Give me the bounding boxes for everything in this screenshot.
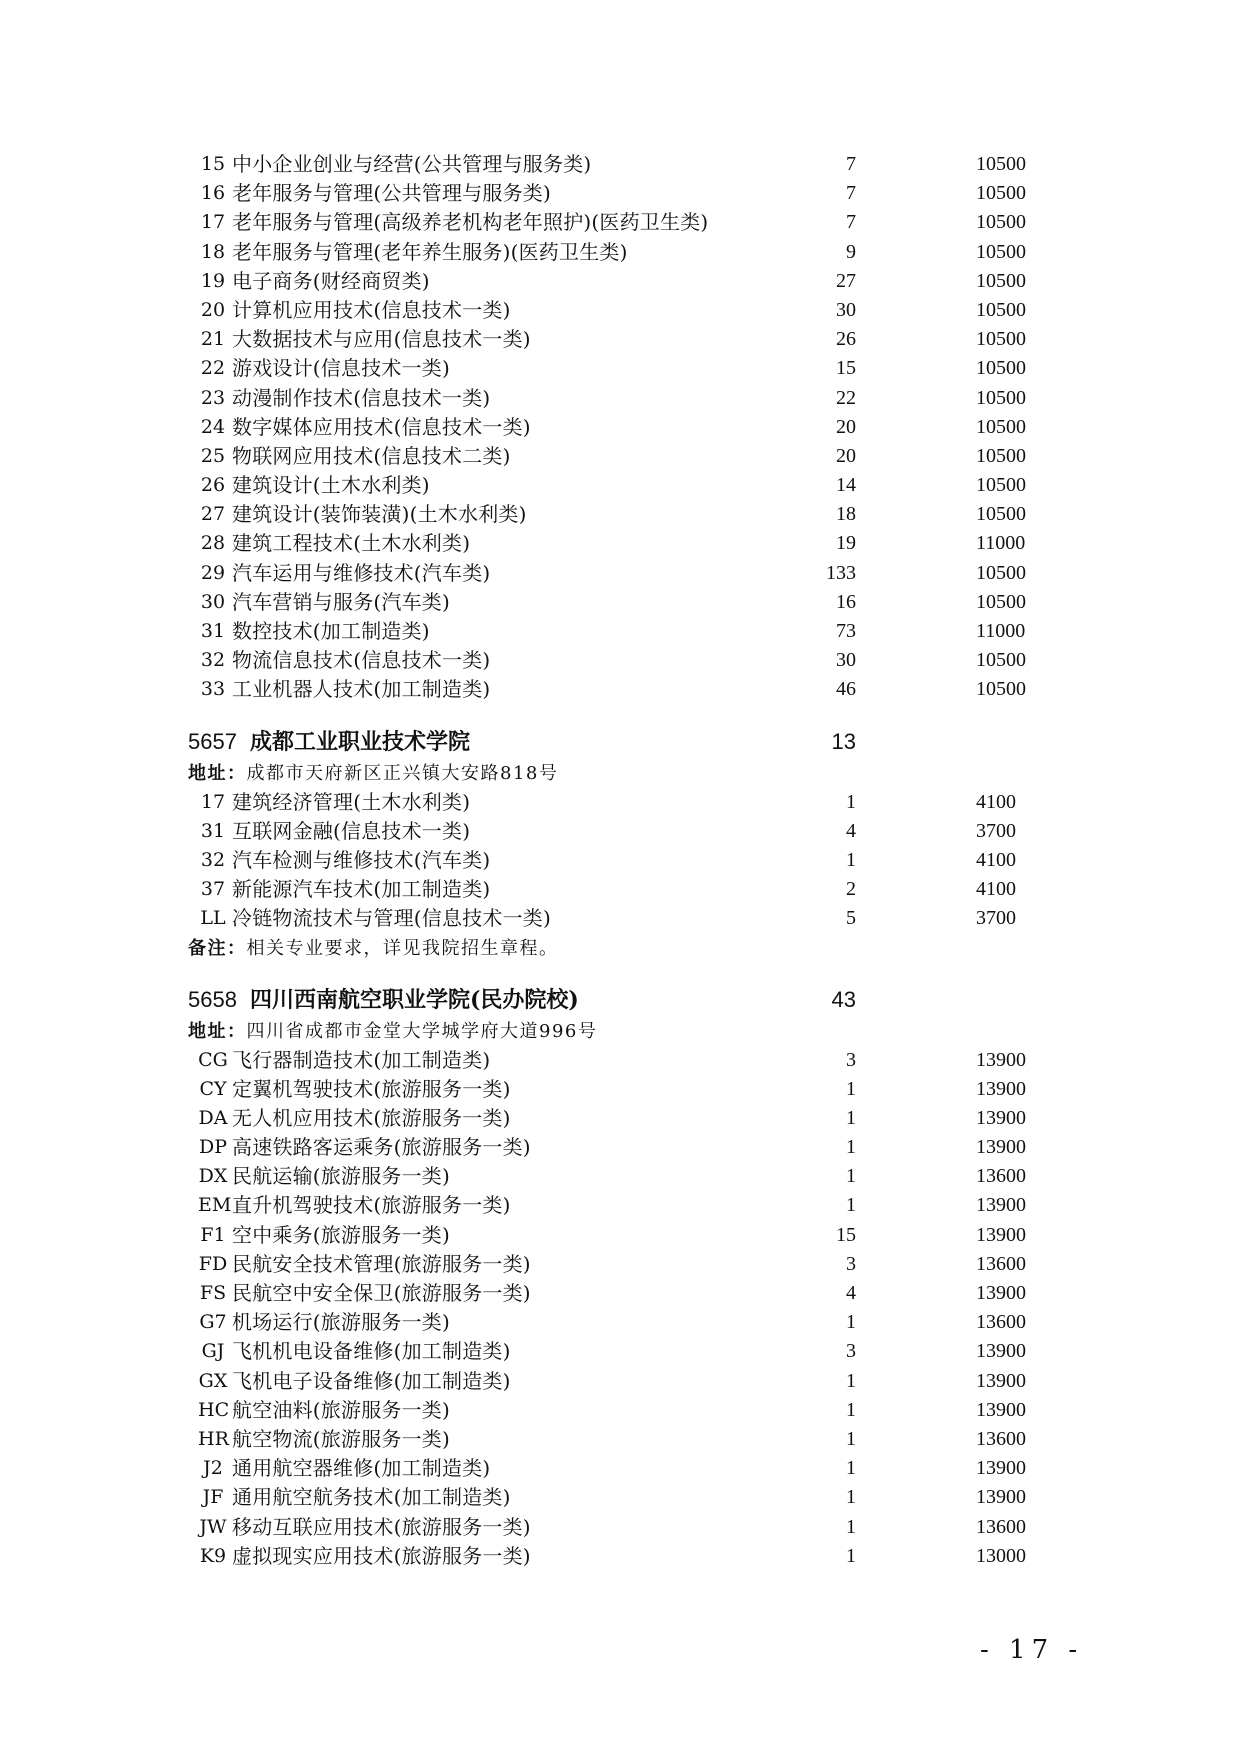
program-row xyxy=(188,1104,1048,1133)
program-quota: 26 xyxy=(836,328,856,351)
program-quota: 18 xyxy=(836,503,856,526)
program-row xyxy=(188,559,1048,588)
program-row xyxy=(188,1279,1048,1308)
program-name: 汽车营销与服务(汽车类) xyxy=(232,589,451,614)
program-tuition: 10500 xyxy=(976,503,1026,526)
school-header xyxy=(188,983,1048,1017)
school-note xyxy=(188,934,1048,963)
program-code: DP xyxy=(198,1136,228,1159)
enrollment-listing xyxy=(188,150,1048,1571)
program-row xyxy=(188,1425,1048,1454)
program-code: 18 xyxy=(200,240,226,263)
school-name: 四川西南航空职业学院(民办院校) xyxy=(250,986,579,1013)
program-row xyxy=(188,588,1048,617)
program-name: 老年服务与管理(老年养生服务)(医药卫生类) xyxy=(232,239,628,264)
program-quota: 30 xyxy=(836,649,856,672)
program-name: 电子商务(财经商贸类) xyxy=(232,268,430,293)
program-code: DX xyxy=(198,1165,228,1188)
program-quota: 1 xyxy=(846,790,856,813)
program-tuition: 10500 xyxy=(976,474,1026,497)
program-row xyxy=(188,500,1048,529)
program-quota: 3 xyxy=(846,1340,856,1363)
school-address xyxy=(188,759,1048,788)
program-name: 老年服务与管理(高级养老机构老年照护)(医药卫生类) xyxy=(232,210,709,235)
program-code: GX xyxy=(198,1369,228,1392)
program-code: 27 xyxy=(200,503,226,526)
program-quota: 1 xyxy=(846,1136,856,1159)
program-name: 无人机应用技术(旅游服务一类) xyxy=(232,1105,511,1130)
program-tuition: 11000 xyxy=(976,532,1026,555)
program-row xyxy=(188,1250,1048,1279)
program-quota: 1 xyxy=(846,1486,856,1509)
program-quota: 7 xyxy=(846,211,856,234)
address-label: 地址： xyxy=(188,762,247,784)
program-tuition: 10500 xyxy=(976,240,1026,263)
program-quota: 1 xyxy=(846,1165,856,1188)
program-tuition: 10500 xyxy=(976,678,1026,701)
program-tuition: 10500 xyxy=(976,211,1026,234)
program-code: CG xyxy=(198,1048,228,1071)
program-code: 19 xyxy=(200,269,226,292)
program-quota: 1 xyxy=(846,1194,856,1217)
program-code: JF xyxy=(202,1486,224,1509)
program-name: 移动互联应用技术(旅游服务一类) xyxy=(232,1514,531,1539)
program-name: 冷链物流技术与管理(信息技术一类) xyxy=(232,906,552,931)
address-label: 地址： xyxy=(188,1020,247,1042)
address-text: 成都市天府新区正兴镇大安路818号 xyxy=(246,762,559,784)
program-tuition: 13900 xyxy=(976,1194,1026,1217)
program-row xyxy=(188,1513,1048,1542)
program-row xyxy=(188,1454,1048,1483)
program-code: DA xyxy=(198,1106,228,1129)
program-name: 汽车运用与维修技术(汽车类) xyxy=(232,560,491,585)
program-quota: 46 xyxy=(836,678,856,701)
program-tuition: 10500 xyxy=(976,444,1026,467)
program-code: LL xyxy=(200,907,226,930)
program-tuition: 4100 xyxy=(976,848,1016,871)
school-address xyxy=(188,1017,1048,1046)
program-tuition: 10500 xyxy=(976,590,1026,613)
program-name: 建筑设计(装饰装潢)(土木水利类) xyxy=(232,502,527,527)
program-name: 计算机应用技术(信息技术一类) xyxy=(232,297,511,322)
program-row xyxy=(188,675,1048,704)
program-tuition: 13900 xyxy=(976,1048,1026,1071)
program-tuition: 10500 xyxy=(976,269,1026,292)
program-quota: 3 xyxy=(846,1252,856,1275)
program-name: 建筑经济管理(土木水利类) xyxy=(232,789,471,814)
program-row xyxy=(188,296,1048,325)
program-row xyxy=(188,1221,1048,1250)
program-row xyxy=(188,1162,1048,1191)
program-quota: 7 xyxy=(846,182,856,205)
program-row xyxy=(188,179,1048,208)
program-code: J2 xyxy=(203,1457,223,1480)
program-row xyxy=(188,875,1048,904)
program-quota: 5 xyxy=(846,907,856,930)
program-tuition: 13900 xyxy=(976,1398,1026,1421)
program-tuition: 13600 xyxy=(976,1165,1026,1188)
program-tuition: 13900 xyxy=(976,1282,1026,1304)
program-tuition: 13900 xyxy=(976,1136,1026,1159)
program-row xyxy=(188,788,1048,817)
program-code: G7 xyxy=(199,1311,227,1334)
program-row xyxy=(188,150,1048,179)
program-row xyxy=(188,238,1048,267)
program-row xyxy=(188,1308,1048,1337)
program-code: HC xyxy=(198,1398,230,1421)
program-quota: 1 xyxy=(846,1515,856,1538)
program-row xyxy=(188,471,1048,500)
program-tuition: 13900 xyxy=(976,1369,1026,1392)
program-name: 建筑工程技术(土木水利类) xyxy=(232,531,471,556)
program-name: 民航运输(旅游服务一类) xyxy=(232,1164,451,1189)
program-quota: 1 xyxy=(846,1398,856,1421)
program-quota: 73 xyxy=(836,620,856,642)
program-code: K9 xyxy=(199,1544,227,1567)
program-row xyxy=(188,354,1048,383)
program-quota: 9 xyxy=(846,240,856,263)
program-tuition: 10500 xyxy=(976,561,1026,584)
program-tuition: 13600 xyxy=(976,1252,1026,1275)
program-name: 航空油料(旅游服务一类) xyxy=(232,1397,451,1422)
program-tuition: 13600 xyxy=(976,1311,1026,1334)
program-code: 16 xyxy=(200,182,226,205)
program-code: 17 xyxy=(200,790,226,813)
program-tuition: 10500 xyxy=(976,153,1026,175)
program-row xyxy=(188,646,1048,675)
program-code: 32 xyxy=(200,649,226,672)
program-name: 互联网金融(信息技术一类) xyxy=(232,818,471,843)
address-text: 四川省成都市金堂大学城学府大道996号 xyxy=(246,1020,598,1042)
program-row xyxy=(188,617,1048,646)
program-code: 24 xyxy=(200,415,226,438)
program-tuition: 13900 xyxy=(976,1340,1026,1363)
program-code: 21 xyxy=(200,328,226,351)
program-row xyxy=(188,267,1048,296)
program-quota: 1 xyxy=(846,1106,856,1129)
program-name: 数控技术(加工制造类) xyxy=(232,619,430,643)
program-name: 民航安全技术管理(旅游服务一类) xyxy=(232,1251,531,1276)
program-code: FS xyxy=(199,1282,227,1304)
school-code: 5658 xyxy=(188,986,237,1012)
program-row xyxy=(188,1075,1048,1104)
school-total-count: 43 xyxy=(831,986,856,1012)
program-row xyxy=(188,384,1048,413)
section-gap xyxy=(188,705,1048,725)
program-name: 机场运行(旅游服务一类) xyxy=(232,1310,451,1335)
program-code: 31 xyxy=(200,819,226,842)
program-code: JW xyxy=(199,1515,227,1538)
program-code: 31 xyxy=(200,620,226,642)
program-quota: 16 xyxy=(836,590,856,613)
school-code: 5657 xyxy=(188,728,237,754)
program-name: 物联网应用技术(信息技术二类) xyxy=(232,443,511,468)
program-tuition: 11000 xyxy=(976,620,1026,642)
program-quota: 20 xyxy=(836,415,856,438)
program-tuition: 10500 xyxy=(976,298,1026,321)
program-code: 15 xyxy=(200,153,226,175)
note-text: 相关专业要求，详见我院招生章程。 xyxy=(246,937,559,959)
program-name: 高速铁路客运乘务(旅游服务一类) xyxy=(232,1135,531,1160)
program-name: 游戏设计(信息技术一类) xyxy=(232,356,451,381)
program-tuition: 10500 xyxy=(976,415,1026,438)
program-code: F1 xyxy=(200,1223,226,1246)
program-name: 直升机驾驶技术(旅游服务一类) xyxy=(232,1193,511,1218)
program-quota: 3 xyxy=(846,1048,856,1071)
program-name: 飞行器制造技术(加工制造类) xyxy=(232,1047,491,1072)
program-code: 28 xyxy=(200,532,226,555)
program-quota: 1 xyxy=(846,1457,856,1480)
program-tuition: 3700 xyxy=(976,907,1016,930)
program-quota: 14 xyxy=(836,474,856,497)
program-tuition: 13600 xyxy=(976,1515,1026,1538)
program-row xyxy=(188,1542,1048,1571)
program-name: 通用航空器维修(加工制造类) xyxy=(232,1456,491,1481)
program-row xyxy=(188,529,1048,558)
program-quota: 1 xyxy=(846,1427,856,1450)
program-tuition: 10500 xyxy=(976,649,1026,672)
program-tuition: 4100 xyxy=(976,790,1016,813)
program-row xyxy=(188,413,1048,442)
program-name: 定翼机驾驶技术(旅游服务一类) xyxy=(232,1076,511,1101)
program-name: 航空物流(旅游服务一类) xyxy=(232,1426,451,1451)
program-row xyxy=(188,1337,1048,1366)
program-name: 物流信息技术(信息技术一类) xyxy=(232,648,491,673)
program-row xyxy=(188,325,1048,354)
program-tuition: 4100 xyxy=(976,878,1016,901)
program-name: 汽车检测与维修技术(汽车类) xyxy=(232,847,491,872)
program-name: 飞机电子设备维修(加工制造类) xyxy=(232,1368,511,1393)
program-code: GJ xyxy=(201,1340,225,1363)
program-tuition: 13000 xyxy=(976,1544,1026,1567)
program-quota: 1 xyxy=(846,1544,856,1567)
program-row xyxy=(188,817,1048,846)
program-quota: 1 xyxy=(846,1311,856,1334)
program-quota: 2 xyxy=(846,878,856,901)
program-quota: 4 xyxy=(846,819,856,842)
program-name: 虚拟现实应用技术(旅游服务一类) xyxy=(232,1543,531,1568)
program-quota: 1 xyxy=(846,848,856,871)
program-tuition: 10500 xyxy=(976,328,1026,351)
program-name: 空中乘务(旅游服务一类) xyxy=(232,1222,451,1247)
section-gap xyxy=(188,963,1048,983)
program-quota: 7 xyxy=(846,153,856,175)
program-tuition: 13900 xyxy=(976,1486,1026,1509)
program-code: 33 xyxy=(200,678,226,701)
program-tuition: 13900 xyxy=(976,1223,1026,1246)
program-quota: 15 xyxy=(836,1223,856,1246)
program-row xyxy=(188,846,1048,875)
program-name: 新能源汽车技术(加工制造类) xyxy=(232,877,491,902)
program-name: 飞机机电设备维修(加工制造类) xyxy=(232,1339,511,1364)
program-tuition: 3700 xyxy=(976,819,1016,842)
program-quota: 133 xyxy=(826,561,856,584)
program-tuition: 13900 xyxy=(976,1077,1026,1100)
program-name: 民航空中安全保卫(旅游服务一类) xyxy=(232,1281,531,1305)
program-row xyxy=(188,442,1048,471)
program-code: 29 xyxy=(200,561,226,584)
program-quota: 20 xyxy=(836,444,856,467)
program-row xyxy=(188,1133,1048,1162)
program-quota: 22 xyxy=(836,386,856,409)
program-tuition: 13900 xyxy=(976,1106,1026,1129)
program-name: 动漫制作技术(信息技术一类) xyxy=(232,385,491,410)
program-code: FD xyxy=(198,1252,228,1275)
program-name: 大数据技术与应用(信息技术一类) xyxy=(232,327,531,352)
program-code: EM xyxy=(198,1194,232,1217)
school-header xyxy=(188,725,1048,759)
program-name: 通用航空航务技术(加工制造类) xyxy=(232,1485,511,1510)
program-code: 32 xyxy=(200,848,226,871)
program-row xyxy=(188,1396,1048,1425)
program-quota: 15 xyxy=(836,357,856,380)
program-name: 中小企业创业与经营(公共管理与服务类) xyxy=(232,152,592,176)
program-name: 工业机器人技术(加工制造类) xyxy=(232,677,491,702)
program-code: 26 xyxy=(200,474,226,497)
program-quota: 27 xyxy=(836,269,856,292)
program-code: 20 xyxy=(200,298,226,321)
program-quota: 1 xyxy=(846,1077,856,1100)
program-row xyxy=(188,208,1048,237)
program-row xyxy=(188,1483,1048,1512)
program-code: 25 xyxy=(200,444,226,467)
program-tuition: 13900 xyxy=(976,1457,1026,1480)
program-code: 23 xyxy=(200,386,226,409)
school-name: 成都工业职业技术学院 xyxy=(250,728,471,755)
program-row xyxy=(188,904,1048,933)
program-code: 17 xyxy=(200,211,226,234)
note-label: 备注： xyxy=(188,937,247,959)
school-total-count: 13 xyxy=(831,728,856,754)
program-code: CY xyxy=(199,1077,227,1100)
program-tuition: 13600 xyxy=(976,1427,1026,1450)
program-tuition: 10500 xyxy=(976,182,1026,205)
program-name: 数字媒体应用技术(信息技术一类) xyxy=(232,414,531,439)
program-code: 30 xyxy=(200,590,226,613)
program-quota: 4 xyxy=(846,1282,856,1304)
program-code: 37 xyxy=(200,878,226,901)
program-quota: 30 xyxy=(836,298,856,321)
program-name: 建筑设计(土木水利类) xyxy=(232,473,430,498)
program-row xyxy=(188,1367,1048,1396)
program-name: 老年服务与管理(公共管理与服务类) xyxy=(232,181,552,206)
program-code: 22 xyxy=(200,357,226,380)
program-quota: 1 xyxy=(846,1369,856,1392)
program-row xyxy=(188,1046,1048,1075)
program-tuition: 10500 xyxy=(976,386,1026,409)
program-tuition: 10500 xyxy=(976,357,1026,380)
program-code: HR xyxy=(198,1427,229,1450)
program-row xyxy=(188,1191,1048,1220)
program-quota: 19 xyxy=(836,532,856,555)
page-number: - 17 - xyxy=(980,1635,1084,1665)
